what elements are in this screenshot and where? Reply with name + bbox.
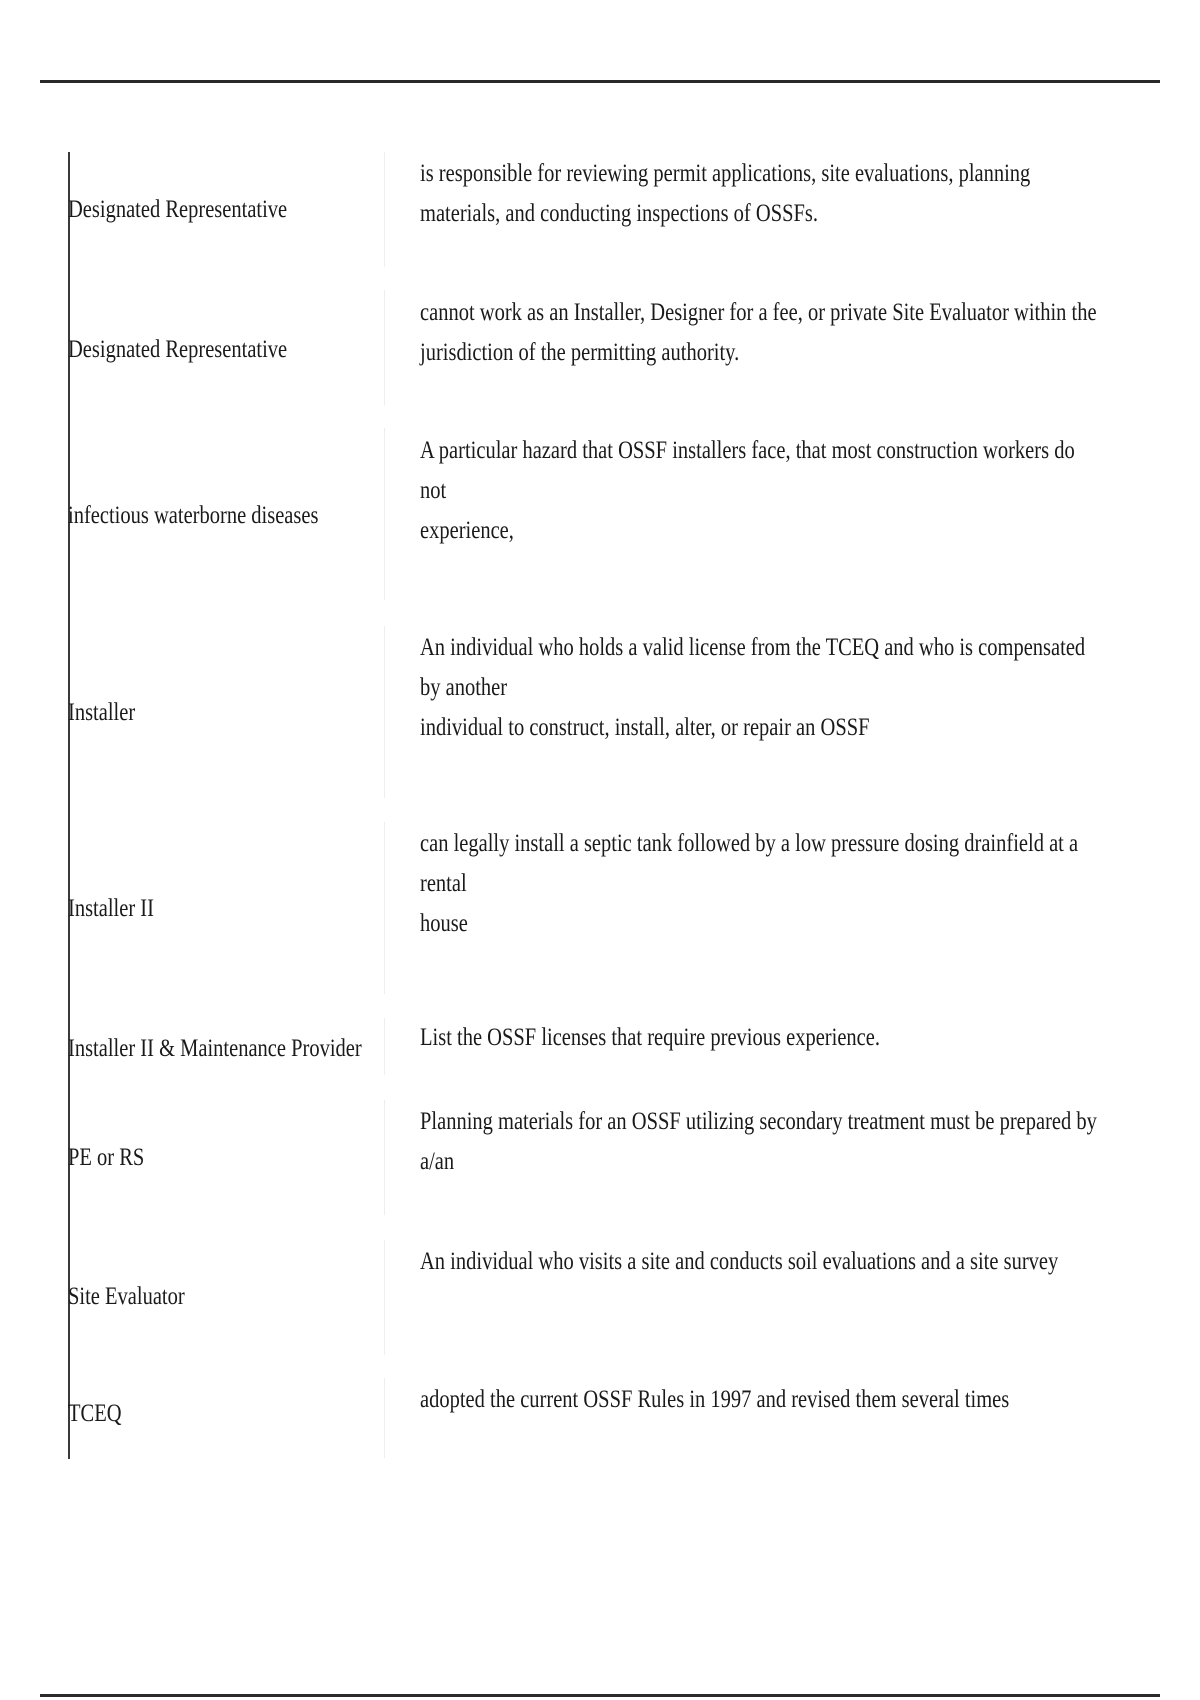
column-divider <box>384 626 385 798</box>
definition-line: a/an <box>420 1148 455 1175</box>
definition-cell <box>420 1242 1059 1282</box>
term-cell: Designated Representative <box>68 196 288 223</box>
term-cell: TCEQ <box>68 1400 122 1427</box>
definition-line: cannot work as an Installer, Designer for a fee, or private Site Evaluator within the <box>420 299 1097 326</box>
definition-line: is responsible for reviewing permit applications, site evaluations, planning <box>420 160 1031 187</box>
definition-line: rental <box>420 870 467 897</box>
definition-cell <box>420 1102 1097 1182</box>
term-cell: PE or RS <box>68 1144 145 1171</box>
definition-line: not <box>420 477 447 504</box>
term-cell: Installer II <box>68 895 154 922</box>
definition-cell <box>420 1380 1010 1420</box>
term-cell: Site Evaluator <box>68 1283 185 1310</box>
definition-cell <box>420 293 1097 373</box>
definition-cell <box>420 628 1086 748</box>
definition-line: house <box>420 910 468 937</box>
definition-cell <box>420 431 1075 551</box>
definition-line: experience, <box>420 517 514 544</box>
top-rule <box>40 80 1160 83</box>
definition-line: List the OSSF licenses that require previous experience. <box>420 1024 880 1051</box>
definition-line: jurisdiction of the permitting authority. <box>420 339 740 366</box>
definition-line: Planning materials for an OSSF utilizing secondary treatment must be prepared by <box>420 1108 1097 1135</box>
definition-cell <box>420 1018 994 1058</box>
definition-line: adopted the current OSSF Rules in 1997 and revised them several times <box>420 1386 1010 1413</box>
definition-line: individual to construct, install, alter, or repair an OSSF <box>420 714 870 741</box>
definition-cell <box>420 824 1079 944</box>
column-divider <box>384 290 385 405</box>
definition-line: materials, and conducting inspections of OSSFs. <box>420 200 819 227</box>
term-cell: Designated Representative <box>68 336 288 363</box>
column-divider <box>384 152 385 267</box>
definition-cell <box>420 154 1031 234</box>
definition-line: by another <box>420 674 508 701</box>
definition-line: An individual who holds a valid license from the TCEQ and who is compensated <box>420 634 1086 661</box>
bottom-rule <box>40 1694 1160 1697</box>
column-divider <box>384 428 385 600</box>
definition-line: A particular hazard that OSSF installers face, that most construction workers do <box>420 437 1075 464</box>
column-divider <box>384 1100 385 1215</box>
term-cell: Installer <box>68 699 136 726</box>
term-cell: Installer II & Maintenance Provider <box>68 1035 362 1062</box>
column-divider <box>384 1240 385 1355</box>
definition-line: can legally install a septic tank followed by a low pressure dosing drainfield at a <box>420 830 1079 857</box>
term-cell: infectious waterborne diseases <box>68 502 319 529</box>
column-divider <box>384 1378 385 1458</box>
column-divider <box>384 1018 385 1075</box>
definition-line: An individual who visits a site and conducts soil evaluations and a site survey <box>420 1248 1059 1275</box>
column-divider <box>384 822 385 994</box>
